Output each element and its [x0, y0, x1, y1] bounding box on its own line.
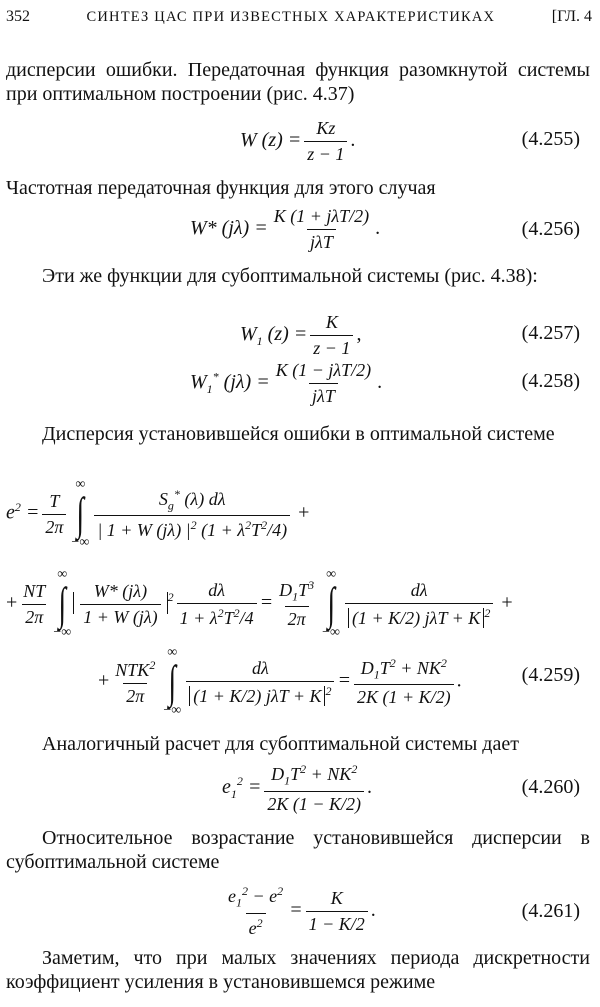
paragraph-3: Эти же функции для субоптимальной системы (рис. 4.38): [42, 265, 538, 287]
paragraph-4: Дисперсия установившейся ошибки в оптимальной системе [42, 423, 555, 445]
running-title: СИНТЕЗ ЦАС ПРИ ИЗВЕСТНЫХ ХАРАКТЕРИСТИКАХ [86, 9, 496, 25]
equation-4-261: $\frac{e_1^2 - e^2}{e^2}$ = $\frac{K}{1 - K/2}$ . (4.261) [228, 884, 580, 938]
paragraph-2: Частотная передаточная функция для этого случая [6, 177, 436, 199]
equation-number-4-259: (4.259) [521, 664, 580, 686]
equation-4-257: $W_1$ (z) = $\frac{K}{z - 1}$ , (4.257) [240, 312, 580, 358]
equation-4-255: W (z) = $\frac{Kz}{z - 1}$ . (4.255) [240, 118, 580, 164]
equation-number-4-260: (4.260) [521, 776, 580, 798]
equation-4-258: $W_1^*$ (jλ) = $\frac{\text{K (1 − jλT/2)}}{\text{jλT}}$ . (4.258) [190, 360, 580, 406]
equation-number-4-261: (4.261) [521, 900, 580, 922]
paragraph-1: дисперсии ошибки. Передаточная функция разомкнутой системы при оптимальном построении (рис. 4.37) [6, 59, 590, 105]
paragraph-6: Относительное возрастание установившейся дисперсии в субоптимальной системе [6, 827, 590, 873]
paragraph-5: Аналогичный расчет для субоптимальной системы дает [42, 733, 519, 755]
page-number: 352 [6, 8, 30, 25]
equation-number-4-256: (4.256) [521, 218, 580, 240]
equation-4-259-line-2: + $\frac{NT}{2\pi}$ ∞ ∫ −∞ $\frac{W* (j\lambda)}{1 + W (j\lambda)}$ $^2$ $\frac{d\lambda}{1 + \lambda^2T^2/4}$ = $\frac{D_1T^3}{2\pi}$ ∞ ∫ −∞ $\frac{d\lambda}{(1 + K/2) j\lambda T + K ^2}$ + [6, 567, 513, 640]
paragraph-7: Заметим, что при малых значениях периода дискретности коэффициент усиления в установившемся режиме [6, 947, 590, 993]
equation-4-259-line-3: + $\frac{NTK^2}{2\pi}$ ∞ ∫ −∞ $\frac{d\lambda}{(1 + K/2) j\lambda T + K ^2}$ = $\frac{D_1T^2 + NK^2}{2K (1 + K/2)}$ . (4.259) [98, 645, 580, 718]
equation-4-259-line-1: $e^2$ = $\frac{T}{2\pi}$ ∞ ∫ −∞ $\frac{S_g^* (\lambda) d\lambda}{| 1 + W (j\lambda) |^2 (1 + \lambda^2T^2/4)}$ + [6, 477, 310, 550]
equation-4-256: W* (jλ) = $\frac{\text{K (1 + jλT/2)}}{\text{jλT}}$ . (4.256) [190, 206, 580, 252]
running-header [6, 8, 592, 30]
equation-number-4-258: (4.258) [521, 370, 580, 392]
equation-4-260: $e_1^2$ = $\frac{D_1T^2 + NK^2}{2K (1 - K/2)}$ . (4.260) [222, 762, 580, 814]
equation-number-4-257: (4.257) [521, 322, 580, 344]
equation-number-4-255: (4.255) [521, 128, 580, 150]
chapter-label: [ГЛ. 4 [551, 8, 592, 25]
